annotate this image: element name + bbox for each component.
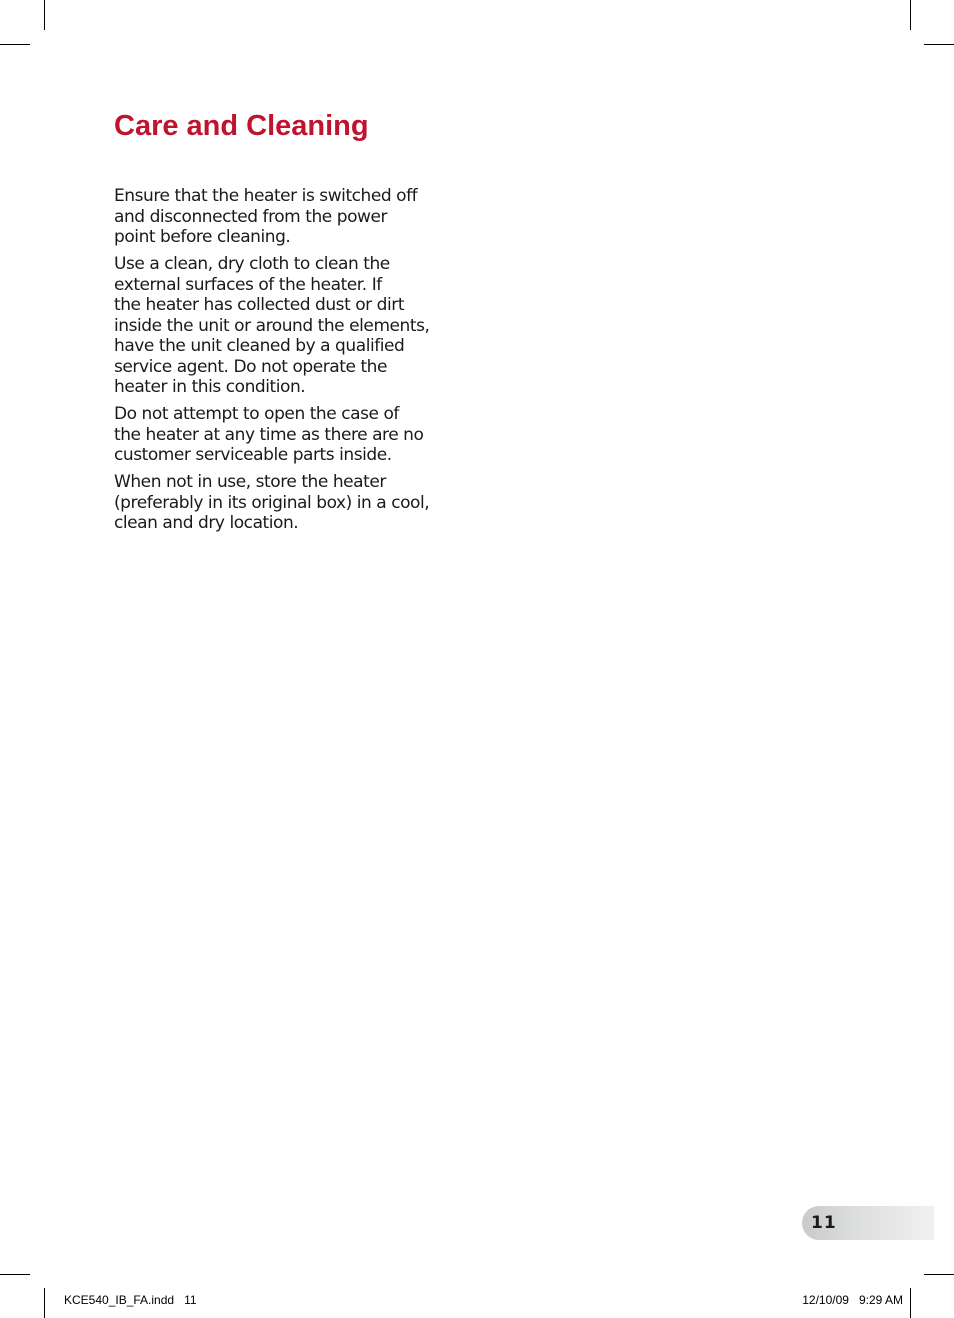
text-line: external surfaces of the heater. If [114, 274, 382, 295]
text-line: the heater has collected dust or dirt [114, 295, 405, 315]
text-line: Do not attempt to open the case of [114, 404, 399, 424]
text-line: Use a clean, dry cloth to clean the [114, 254, 390, 274]
slug-datetime: 12/10/09 9:29 AM [802, 1293, 903, 1307]
paragraph-switch-off [114, 186, 474, 248]
paragraph-cleaning [114, 254, 474, 398]
text-line: Ensure that the heater is switched off [114, 186, 418, 206]
slug-file-info: KCE540_IB_FA.indd 11 [64, 1293, 197, 1307]
text-line: service agent. Do not operate the [114, 356, 387, 377]
text-line: and disconnected from the power [114, 206, 388, 227]
crop-mark-bottom-right-vertical [910, 1288, 911, 1318]
text-line: inside the unit or around the elements, [114, 315, 430, 336]
text-line: When not in use, store the heater [114, 472, 386, 492]
crop-mark-top-left-horizontal [0, 44, 30, 45]
text-line: (preferably in its original box) in a cool, [114, 492, 430, 513]
paragraph-do-not-open [114, 404, 474, 466]
crop-mark-top-right-vertical [910, 0, 911, 30]
text-line: clean and dry location. [114, 513, 299, 533]
paragraph-storage [114, 472, 474, 534]
crop-mark-bottom-left-vertical [44, 1288, 45, 1318]
crop-mark-bottom-right-horizontal [924, 1274, 954, 1275]
text-line: have the unit cleaned by a qualified [114, 336, 405, 356]
page-title: Care and Cleaning [114, 110, 369, 142]
text-line: customer serviceable parts inside. [114, 445, 392, 465]
text-line: point before cleaning. [114, 227, 291, 247]
crop-mark-top-left-vertical [44, 0, 45, 30]
page-number: 11 [811, 1213, 837, 1233]
text-line: the heater at any time as there are no [114, 424, 424, 445]
crop-mark-bottom-left-horizontal [0, 1274, 30, 1275]
text-line: heater in this condition. [114, 377, 306, 397]
body-text [114, 186, 474, 540]
crop-mark-top-right-horizontal [924, 44, 954, 45]
